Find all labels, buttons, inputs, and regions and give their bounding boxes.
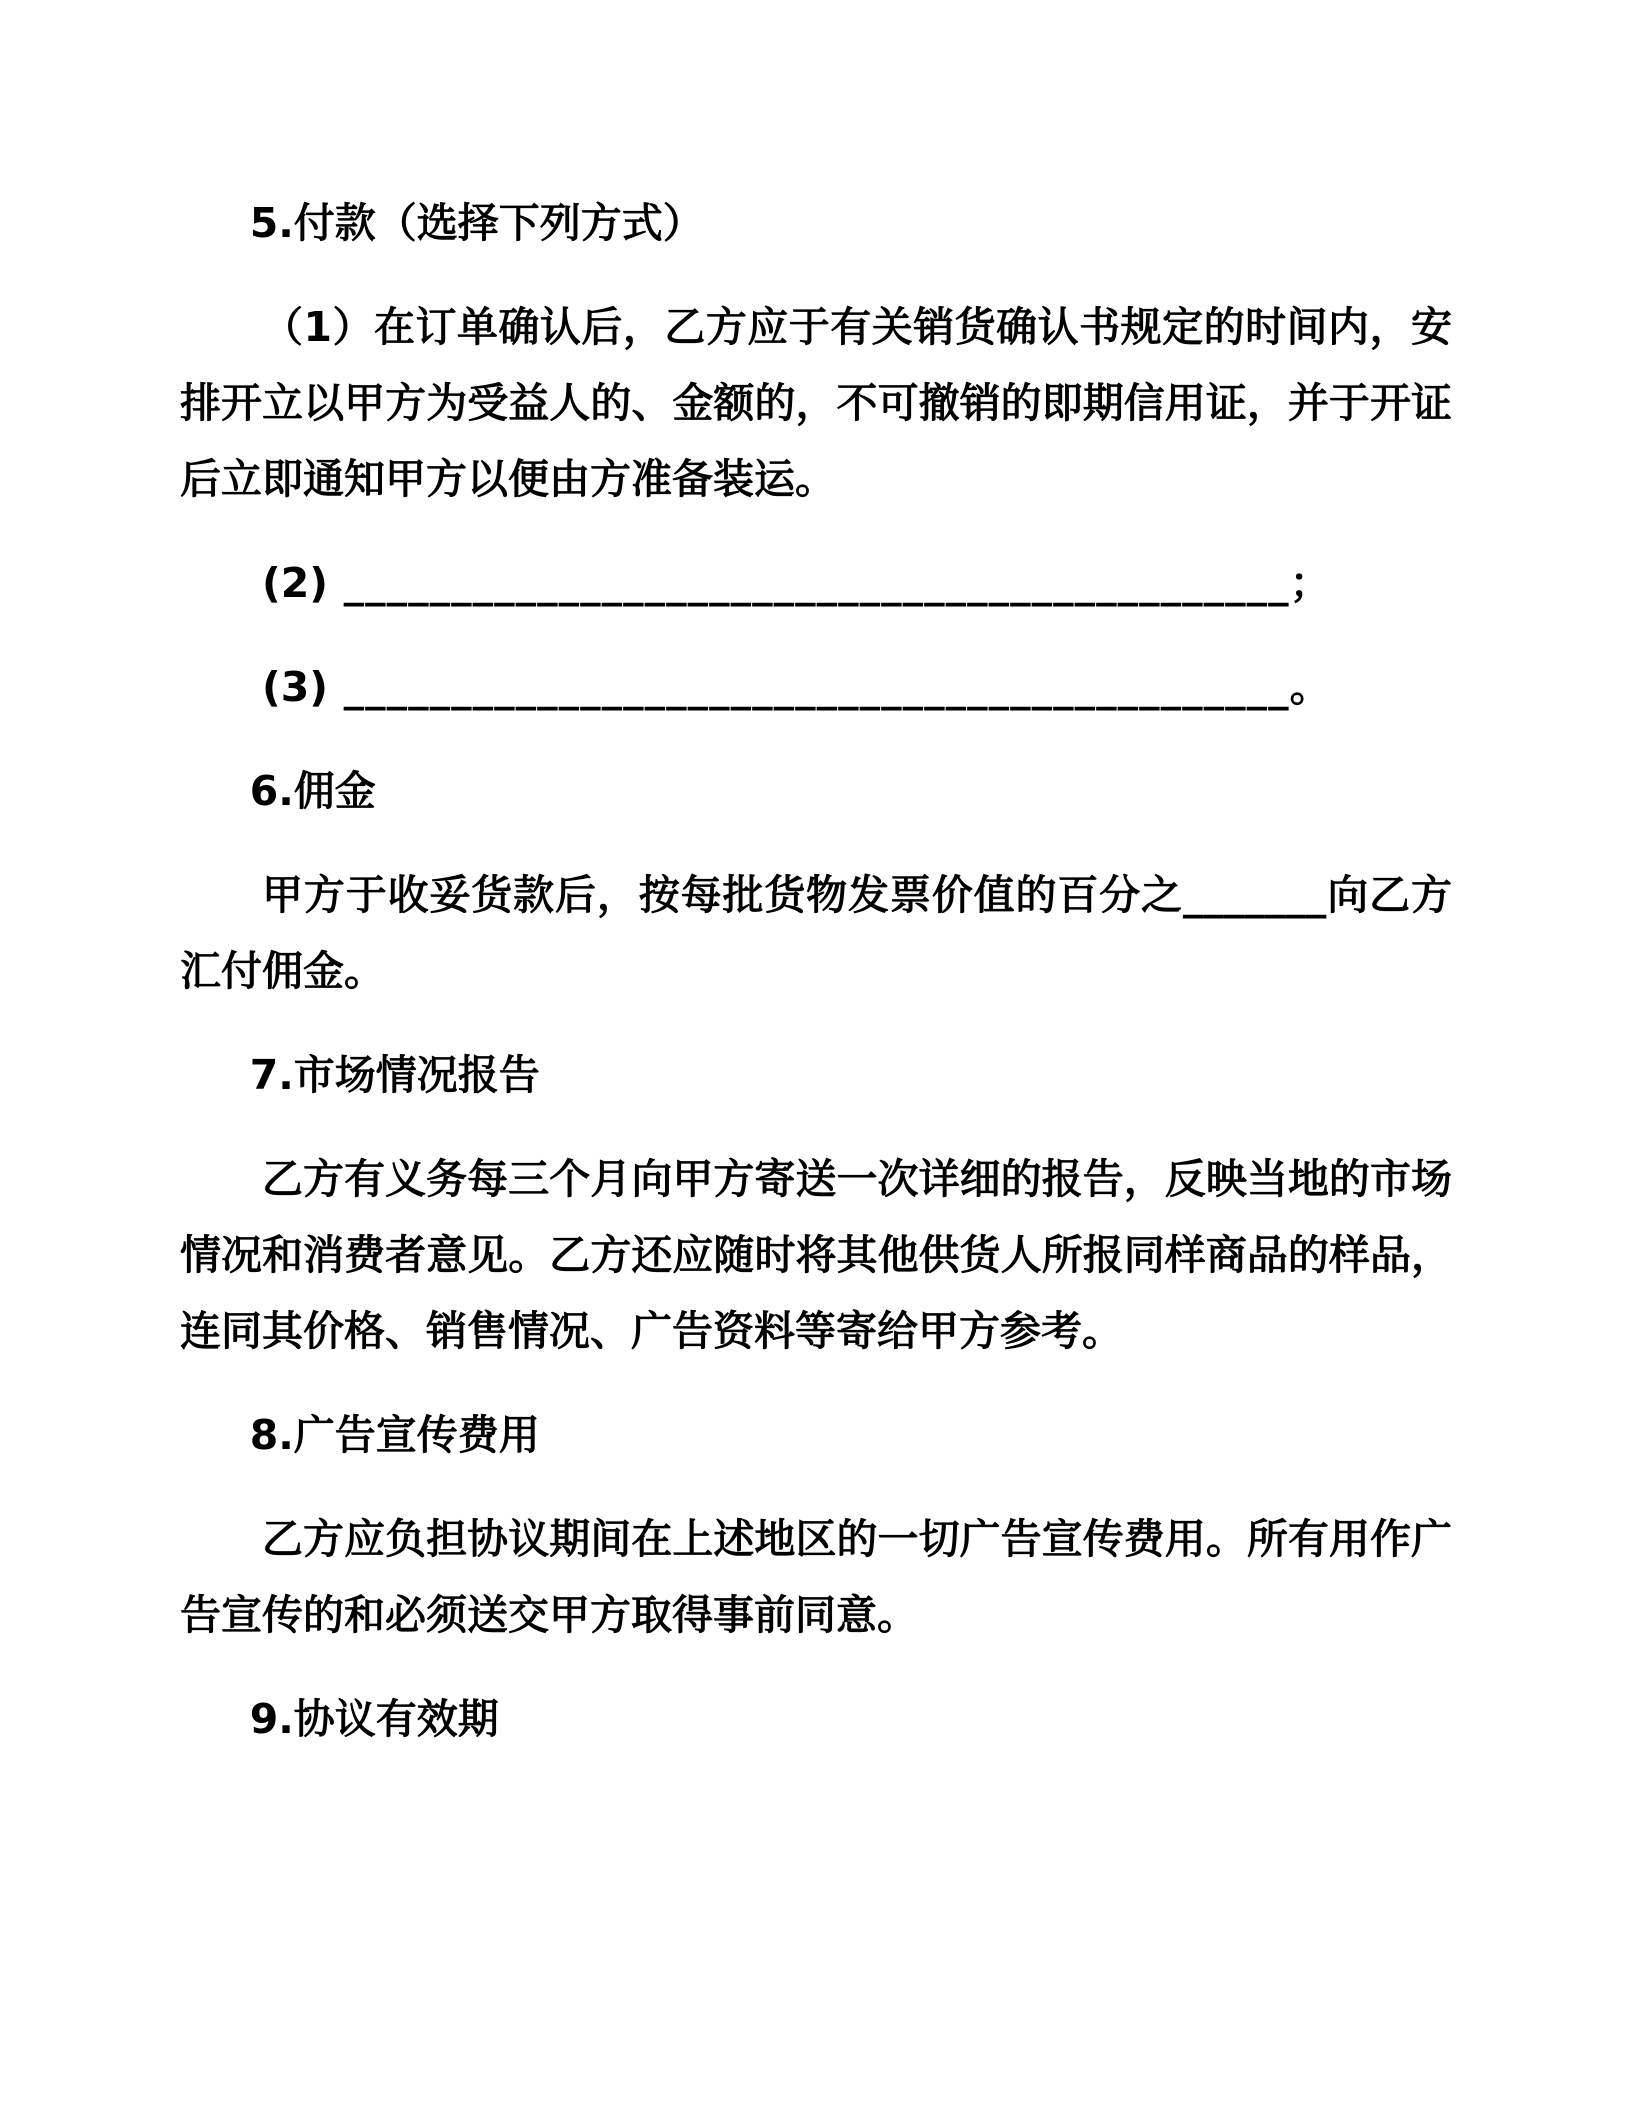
payment-option-3-punctuation: 。 (1289, 663, 1331, 711)
section-8-paragraph-advertising: 乙方应负担协议期间在上述地区的一切广告宣传费用。所有用作广告宣传的和必须送交甲方取得事前同意。 (180, 1515, 1452, 1639)
payment-option-2-blank-field: ____________________________________________ (343, 559, 1290, 607)
section-7-heading: 7.市场情况报告 (249, 1051, 540, 1099)
section-7-paragraph-market-report: 乙方有义务每三个月向甲方寄送一次详细的报告，反映当地的市场情况和消费者意见。乙方还应随时将其他供货人所报同样商品的样品，连同其价格、销售情况、广告资料等寄给甲方参考。 (180, 1155, 1452, 1355)
payment-option-3-line (180, 649, 1452, 725)
section-5-heading: 5.付款（选择下列方式） (249, 199, 704, 247)
section-9-heading: 9.协议有效期 (249, 1695, 499, 1743)
section-6-paragraph-commission: 甲方于收妥货款后，按每批货物发票价值的百分之_______向乙方汇付佣金。 (180, 871, 1452, 995)
payment-option-3-blank-field: ____________________________________________ (343, 663, 1290, 711)
section-6-heading: 6.佣金 (249, 767, 376, 815)
section-8-heading: 8.广告宣传费用 (249, 1411, 540, 1459)
payment-option-2-punctuation: ； (1289, 559, 1331, 607)
section-5-paragraph-payment-option-1: （1）在订单确认后，乙方应于有关销货确认书规定的时间内，安排开立以甲方为受益人的、金额的，不可撤销的即期信用证，并于开证后立即通知甲方以便由方准备装运。 (180, 303, 1452, 503)
payment-option-2-label: (2) (262, 559, 329, 607)
payment-option-3-label: (3) (262, 663, 329, 711)
payment-option-2-line (180, 545, 1452, 621)
